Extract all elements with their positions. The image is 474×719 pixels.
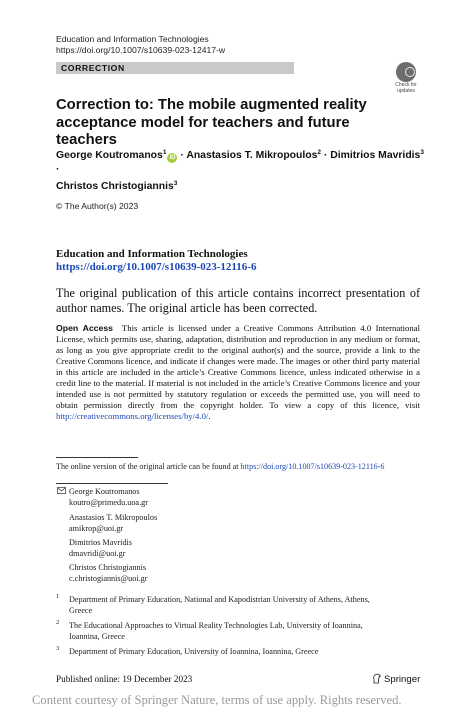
affiliation-number: 1 bbox=[56, 593, 60, 600]
original-article-link[interactable]: https://doi.org/10.1007/s10639-023-12116-6 bbox=[240, 462, 385, 471]
author-name: Anastasios T. Mikropoulos bbox=[186, 150, 318, 161]
author-name: George Koutromanos bbox=[56, 150, 163, 161]
envelope-icon bbox=[57, 487, 66, 494]
publisher-logo: Springer bbox=[372, 673, 420, 685]
contact-item: George Koutromanos koutro@primedu.uoa.gr bbox=[69, 487, 148, 507]
footnote: The online version of the original article can be found at https://doi.org/10.1007/s10639-023-12116-6 bbox=[56, 462, 385, 471]
contact-email[interactable]: amikrop@uoi.gr bbox=[69, 524, 124, 533]
badge-text-1: Check for bbox=[395, 82, 417, 88]
contact-item: Anastasios T. Mikropoulos amikrop@uoi.gr bbox=[69, 513, 158, 533]
affiliation: Department of Primary Education, National and Kapodistrian University of Athens, Athens, Greece bbox=[69, 595, 370, 615]
article-title: Correction to: The mobile augmented reality acceptance model for teachers and future teachers bbox=[56, 97, 367, 148]
journal-name: Education and Information Technologies bbox=[56, 34, 209, 44]
open-access-notice: Open Access This article is licensed under a Creative Commons Attribution 4.0 International License, which permits use, sharing, adaptation, distribution and reproduction in any medium or format, as long as you give appropriate credit to the original author(s) and the source, provide a link to the Creative Commons licence, and indicate if changes were made. The images or other third party material in this article are included in the article’s Creative Commons licence, unless indicated otherwise in a credit line to the material. If material is not included in the article’s Creative Commons licence and your intended use is not permitted by statutory regulation or exceeds the permitted use, you will need to obtain permission directly from the copyright holder. To view a copy of this licence, visit http://creativecommons.org/licenses/by/4.0/. bbox=[56, 323, 421, 421]
affiliation-divider bbox=[56, 483, 168, 484]
springer-horse-icon bbox=[372, 673, 382, 684]
affiliation-number: 3 bbox=[56, 645, 60, 652]
check-for-updates-badge[interactable] bbox=[392, 62, 420, 96]
contact-item: Christos Christogiannis c.christogiannis@uoi.gr bbox=[69, 563, 148, 583]
contact-item: Dimitrios Mavridis dmavridi@uoi.gr bbox=[69, 538, 132, 558]
correction-label: CORRECTION bbox=[61, 63, 125, 73]
original-doi-link[interactable]: https://doi.org/10.1007/s10639-023-12116-6 bbox=[56, 261, 257, 273]
license-link[interactable]: http://creativecommons.org/licenses/by/4.0/ bbox=[56, 411, 209, 421]
open-access-label: Open Access bbox=[56, 323, 114, 333]
original-journal: Education and Information Technologies bbox=[56, 248, 248, 260]
open-access-text: This article is licensed under a Creative Commons Attribution 4.0 International License, which permits use, sharing, adaptation, distribution and reproduction in any medium or format, as long as you give appropriate credit to the original author(s) and the source, provide a link to the Creative Commons licence, and indicate if changes were made. The images or other third party material in this article are included in the article’s Creative Commons licence, unless indicated otherwise in a credit line to the material. If material is not included in the article’s Creative Commons licence and your intended use is not permitted by statutory regulation or exceeds the permitted use, you will need to obtain permission directly from the copyright holder. To view a copy of this licence, visit bbox=[56, 323, 421, 410]
orcid-icon[interactable]: iD bbox=[169, 155, 176, 161]
copyright: © The Author(s) 2023 bbox=[56, 201, 139, 211]
affiliation: Department of Primary Education, University of Ioannina, Ioannina, Greece bbox=[69, 647, 319, 656]
check-updates-icon bbox=[396, 62, 416, 82]
author-list: George Koutromanos$^1$iD · Anastasios T. Mikropoulos$^2$ · Dimitrios Mavridis$^3$ · Christos Christogiannis$^3$ bbox=[56, 149, 424, 192]
author-name: Christos Christogiannis bbox=[56, 180, 174, 192]
affiliation: The Educational Approaches to Virtual Reality Technologies Lab, University of Ioannina, Ioannina, Greece bbox=[69, 621, 363, 641]
article-doi[interactable]: https://doi.org/10.1007/s10639-023-12417-w bbox=[56, 45, 226, 55]
affiliation-number: 2 bbox=[56, 619, 60, 626]
footnote-divider bbox=[56, 457, 138, 458]
author-name: Dimitrios Mavridis bbox=[330, 150, 421, 161]
badge-text-2: updates bbox=[397, 87, 415, 94]
courtesy-watermark: Content courtesy of Springer Nature, terms of use apply. Rights reserved. bbox=[32, 693, 402, 707]
published-date: Published online: 19 December 2023 bbox=[56, 674, 193, 684]
correction-body: The original publication of this article contains incorrect presentation of author names. The original article has been corrected. bbox=[56, 286, 420, 315]
contact-email[interactable]: c.christogiannis@uoi.gr bbox=[69, 574, 148, 583]
contact-email[interactable]: dmavridi@uoi.gr bbox=[69, 549, 126, 558]
contact-email[interactable]: koutro@primedu.uoa.gr bbox=[69, 498, 148, 507]
